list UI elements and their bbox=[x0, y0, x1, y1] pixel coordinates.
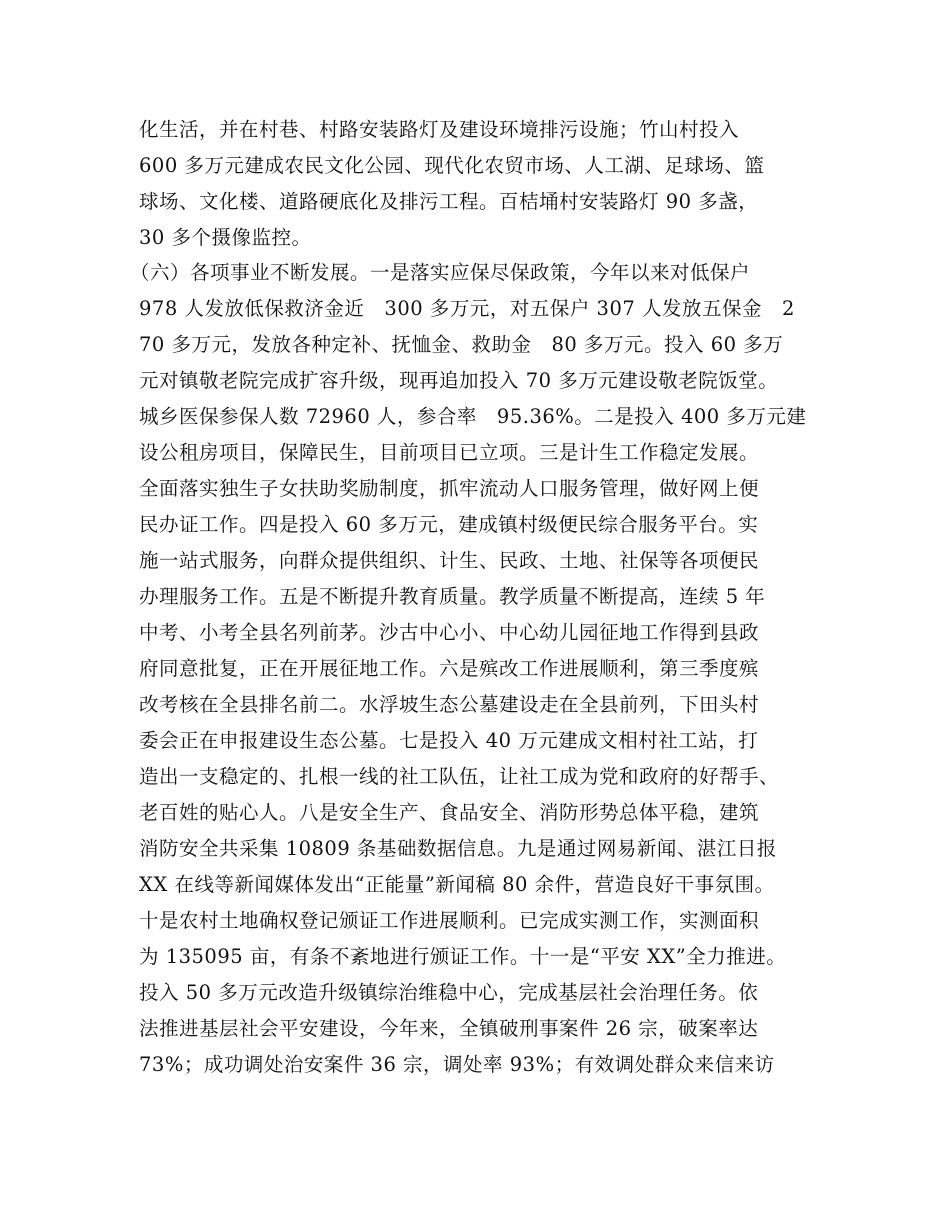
text-line: 委会正在申报建设生态公墓。七是投入 40 万元建成文相村社工站，打 bbox=[139, 729, 759, 752]
text-line: 中考、小考全县名列前茅。沙古中心小、中心幼儿园征地工作得到县政 bbox=[139, 621, 760, 644]
text-line: 法推进基层社会平安建设，今年来，全镇破刑事案件 26 宗，破案率达 bbox=[139, 1017, 759, 1040]
text-line: 施一站式服务，向群众提供组织、计生、民政、土地、社保等各项便民 bbox=[139, 549, 760, 572]
text-line: 老百姓的贴心人。八是安全生产、食品安全、消防形势总体平稳，建筑 bbox=[139, 801, 760, 824]
text-line: 办理服务工作。五是不断提升教育质量。教学质量不断提高，连续 5 年 bbox=[139, 585, 766, 608]
section-heading-line: （六）各项事业不断发展。一是落实应保尽保政策，今年以来对低保户 bbox=[130, 261, 751, 284]
text-line: 化生活，并在村巷、村路安装路灯及建设环境排污设施；竹山村投入 bbox=[139, 118, 740, 141]
text-line: 全面落实独生子女扶助奖励制度，抓牢流动人口服务管理，做好网上便 bbox=[139, 477, 760, 500]
text-line: 投入 50 多万元改造升级镇综治维稳中心，完成基层社会治理任务。依 bbox=[139, 981, 759, 1004]
text-line: 为 135095 亩，有条不紊地进行颁证工作。十一是“平安 XX”全力推进。 bbox=[139, 945, 787, 968]
text-line: 球场、文化楼、道路硬底化及排污工程。百桔埇村安装路灯 90 多盏， bbox=[139, 190, 759, 213]
text-line: XX 在线等新闻媒体发出“正能量”新闻稿 80 余件，营造良好干事氛围。 bbox=[139, 873, 775, 896]
text-line: 消防安全共采集 10809 条基础数据信息。九是通过网易新闻、湛江日报 bbox=[139, 837, 777, 860]
text-line: 978 人发放低保救济金近 300 多万元，对五保户 307 人发放五保金 2 bbox=[139, 297, 795, 320]
text-line: 30 多个摄像监控。 bbox=[139, 226, 312, 249]
text-line: 元对镇敬老院完成扩容升级，现再追加投入 70 多万元建设敬老院饭堂。 bbox=[139, 369, 779, 392]
text-line: 府同意批复，正在开展征地工作。六是殡改工作进展顺利，第三季度殡 bbox=[139, 657, 760, 680]
text-line: 民办证工作。四是投入 60 多万元，建成镇村级便民综合服务平台。实 bbox=[139, 513, 759, 536]
text-line: 设公租房项目，保障民生，目前项目已立项。三是计生工作稳定发展。 bbox=[139, 441, 760, 464]
text-line: 造出一支稳定的、扎根一线的社工队伍，让社工成为党和政府的好帮手、 bbox=[139, 765, 780, 788]
text-line: 600 多万元建成农民文化公园、现代化农贸市场、人工湖、足球场、篮 bbox=[139, 154, 765, 177]
text-line: 城乡医保参保人数 72960 人，参合率 95.36%。二是投入 400 多万元建 bbox=[139, 405, 807, 428]
text-line: 70 多万元，发放各种定补、抚恤金、救助金 80 多万元。投入 60 多万 bbox=[139, 333, 784, 356]
text-line: 73%；成功调处治安案件 36 宗，调处率 93%；有效调处群众来信来访 bbox=[139, 1053, 775, 1076]
text-line: 十是农村土地确权登记颁证工作进展顺利。已完成实测工作，实测面积 bbox=[139, 909, 760, 932]
text-line: 改考核在全县排名前二。水浮坡生态公墓建设走在全县前列，下田头村 bbox=[139, 693, 760, 716]
